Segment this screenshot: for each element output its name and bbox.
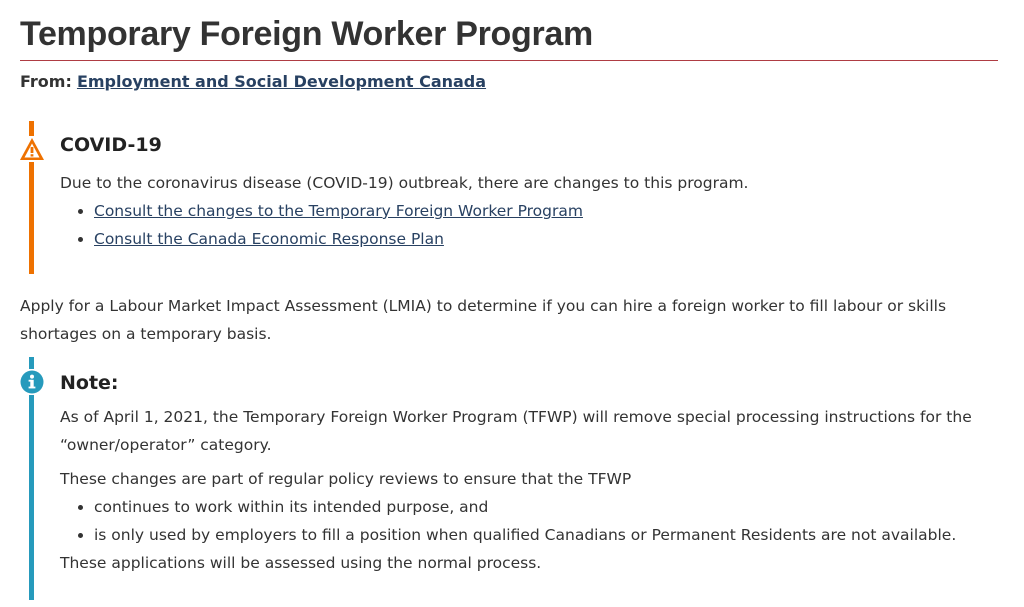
covid-alert-title: COVID-19 [60,134,162,156]
economic-response-plan-link[interactable]: Consult the Canada Economic Response Plan [94,230,444,248]
list-item [94,197,995,225]
department-link[interactable]: Employment and Social Development Canada [76,72,487,91]
intro-paragraph: Apply for a Labour Market Impact Assessment (LMIA) to determine if you can hire a foreign worker to fill labour or skills shortages on a temporary basis. [20,297,947,343]
list-item: • is only used by employers to fill a position when qualified Canadians or Permanent Residents are not available. [94,521,995,549]
title-divider [20,60,998,61]
list-item: • continues to work within its intended purpose, and [94,493,995,521]
note-alert-title: Note: [60,372,119,394]
covid-alert-body [60,169,995,253]
note-paragraph-2: These changes are part of regular policy reviews to ensure that the TFWP [60,470,632,488]
from-label: From: [20,72,72,91]
covid-alert [20,121,1000,274]
note-bullet-list [60,493,995,549]
note-paragraph-3: These applications will be assessed using the normal process. [60,554,542,572]
from-line [20,72,486,91]
note-alert-body [60,403,995,577]
covid-links-list [60,197,995,253]
page-title: Temporary Foreign Worker Program [20,15,593,53]
list-item [94,225,995,253]
tfwp-changes-link[interactable]: Consult the changes to the Temporary Foreign Worker Program [94,202,583,220]
covid-alert-text: Due to the coronavirus disease (COVID-19) outbreak, there are changes to this program. [60,174,749,192]
warning-icon [19,136,45,162]
info-icon [19,369,45,395]
note-paragraph-1: As of April 1, 2021, the Temporary Foreign Worker Program (TFWP) will remove special processing instructions for the “owner/operator” category. [60,408,972,454]
note-alert [20,357,1000,600]
